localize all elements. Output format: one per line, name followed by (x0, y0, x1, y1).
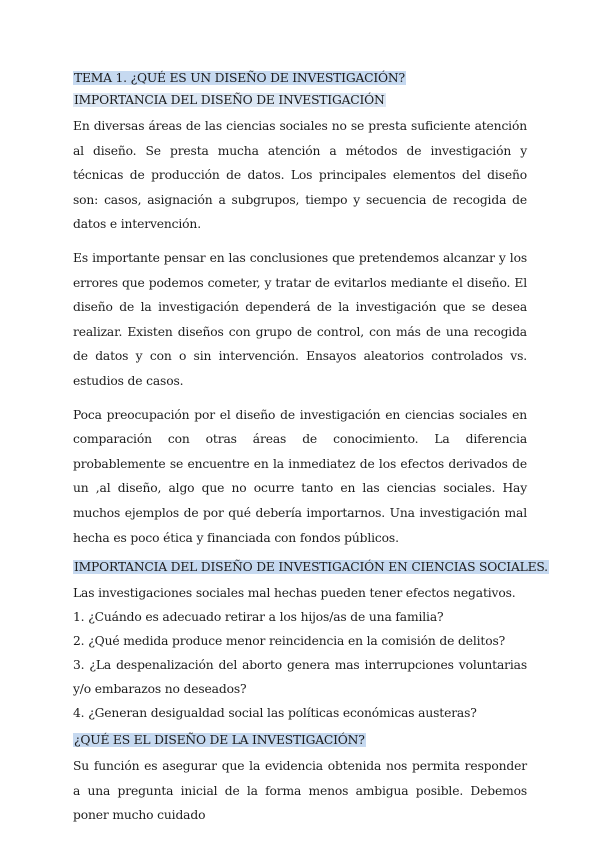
section-heading-text: IMPORTANCIA DEL DISEÑO DE INVESTIGACIÓN (74, 93, 385, 107)
list-item-2: 2. ¿Qué medida produce menor reincidencia en la comisión de delitos? (73, 634, 506, 649)
paragraph-1: En diversas áreas de las ciencias sociales no se presta suficiente atención al diseño. Se presta mucha atención a métodos de investigación y técnicas de producción de datos. Los principales elementos del diseño son: casos, asignación a subgrupos, tiempo y secuencia de recogida de datos e intervención. (73, 119, 527, 232)
document-title (73, 70, 527, 87)
section-heading-text: IMPORTANCIA DEL DISEÑO DE INVESTIGACIÓN EN CIENCIAS SOCIALES. (74, 560, 548, 575)
list-item-4: 4. ¿Generan desigualdad social las políticas económicas austeras? (73, 706, 477, 721)
section-heading-que-es (73, 732, 527, 749)
section-heading-ciencias-sociales (73, 559, 548, 576)
section-heading-text: ¿QUÉ ES EL DISEÑO DE LA INVESTIGACIÓN? (74, 733, 365, 748)
section-heading-importancia (73, 92, 527, 109)
paragraph-2: Es importante pensar en las conclusiones que pretendemos alcanzar y los errores que podemos cometer, y tratar de evitarlos mediante el diseño. El diseño de la investigación dependerá de la investigación que se desea realizar. Existen diseños con grupo de control, con más de una recogida de datos y con o sin intervención. Ensayos aleatorios controlados vs. estudios de casos. (73, 250, 527, 388)
paragraph-4: Su función es asegurar que la evidencia obtenida nos permita responder a una pregunta inicial de la forma menos ambigua posible. Debemos poner mucho cuidado (73, 759, 527, 823)
section2-intro: Las investigaciones sociales mal hechas pueden tener efectos negativos. (73, 586, 516, 601)
list-item-3: 3. ¿La despenalización del aborto genera mas interrupciones voluntarias y/o embarazos no deseados? (73, 658, 527, 697)
list-item-1: 1. ¿Cuándo es adecuado retirar a los hijos/as de una familia? (73, 610, 444, 625)
paragraph-3: Poca preocupación por el diseño de investigación en ciencias sociales en comparación con otras áreas de conocimiento. La diferencia probablemente se encuentre en la inmediatez de los efectos derivados de un ,al diseño, algo que no ocurre tanto en las ciencias sociales. Hay muchos ejemplos de por qué debería importarnos. Una investigación mal hecha es poco ética y financiada con fondos públicos. (73, 407, 527, 545)
title-highlight: TEMA 1. ¿QUÉ ES UN DISEÑO DE INVESTIGACIÓN? (74, 71, 405, 85)
